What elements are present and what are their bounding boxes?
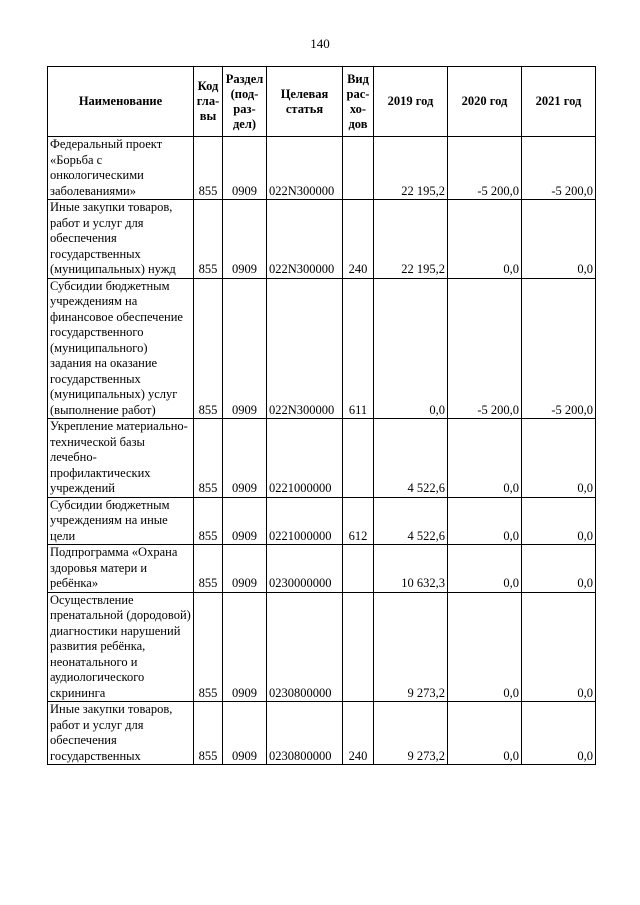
row-expense-type: 240 xyxy=(343,200,374,279)
row-2020: -5 200,0 xyxy=(448,137,522,200)
table-row xyxy=(48,497,596,545)
table-row xyxy=(48,702,596,765)
row-expense-type xyxy=(343,545,374,593)
row-chapter-code: 855 xyxy=(194,278,223,419)
row-chapter-code: 855 xyxy=(194,200,223,279)
row-target-article: 0221000000 xyxy=(267,419,343,498)
row-expense-type xyxy=(343,137,374,200)
row-chapter-code: 855 xyxy=(194,545,223,593)
row-2020: 0,0 xyxy=(448,702,522,765)
table-row xyxy=(48,200,596,279)
budget-table xyxy=(47,66,596,765)
row-section: 0909 xyxy=(223,200,267,279)
header-section: Раздел (под- раз- дел) xyxy=(223,67,267,137)
row-chapter-code: 855 xyxy=(194,497,223,545)
row-expense-type: 612 xyxy=(343,497,374,545)
row-2019: 4 522,6 xyxy=(374,419,448,498)
row-2019: 9 273,2 xyxy=(374,702,448,765)
header-expense-type: Вид рас- хо- дов xyxy=(343,67,374,137)
row-2019: 22 195,2 xyxy=(374,200,448,279)
row-name: Осуществление пренатальной (дородовой) диагностики нарушений развития ребёнка, неонатального и аудиологического скрининга xyxy=(48,592,194,702)
row-target-article: 022N300000 xyxy=(267,278,343,419)
row-target-article: 0230800000 xyxy=(267,702,343,765)
row-section: 0909 xyxy=(223,278,267,419)
row-expense-type: 240 xyxy=(343,702,374,765)
row-2019: 0,0 xyxy=(374,278,448,419)
row-name: Федеральный проект «Борьба с онкологическими заболеваниями» xyxy=(48,137,194,200)
row-target-article: 022N300000 xyxy=(267,200,343,279)
header-name: Наименование xyxy=(48,67,194,137)
row-name: Иные закупки товаров, работ и услуг для обеспечения государственных (муниципальных) нужд xyxy=(48,200,194,279)
row-2019: 9 273,2 xyxy=(374,592,448,702)
row-chapter-code: 855 xyxy=(194,419,223,498)
row-section: 0909 xyxy=(223,545,267,593)
row-name: Субсидии бюджетным учреждениям на иные цели xyxy=(48,497,194,545)
row-chapter-code: 855 xyxy=(194,592,223,702)
row-section: 0909 xyxy=(223,702,267,765)
row-target-article: 0230000000 xyxy=(267,545,343,593)
row-2020: 0,0 xyxy=(448,200,522,279)
row-target-article: 0221000000 xyxy=(267,497,343,545)
row-chapter-code: 855 xyxy=(194,702,223,765)
row-section: 0909 xyxy=(223,137,267,200)
row-2021: 0,0 xyxy=(522,545,596,593)
row-2020: -5 200,0 xyxy=(448,278,522,419)
row-2021: 0,0 xyxy=(522,419,596,498)
table-row xyxy=(48,419,596,498)
header-2021: 2021 год xyxy=(522,67,596,137)
row-2021: -5 200,0 xyxy=(522,278,596,419)
header-2019: 2019 год xyxy=(374,67,448,137)
row-2021: 0,0 xyxy=(522,702,596,765)
header-2020: 2020 год xyxy=(448,67,522,137)
row-2020: 0,0 xyxy=(448,419,522,498)
row-expense-type xyxy=(343,592,374,702)
row-target-article: 022N300000 xyxy=(267,137,343,200)
table-row xyxy=(48,592,596,702)
header-chapter-code: Код гла- вы xyxy=(194,67,223,137)
row-section: 0909 xyxy=(223,592,267,702)
row-2020: 0,0 xyxy=(448,545,522,593)
row-expense-type: 611 xyxy=(343,278,374,419)
row-name: Укрепление материально-технической базы лечебно-профилактических учреждений xyxy=(48,419,194,498)
row-2021: 0,0 xyxy=(522,200,596,279)
row-target-article: 0230800000 xyxy=(267,592,343,702)
row-2020: 0,0 xyxy=(448,592,522,702)
table-row xyxy=(48,545,596,593)
header-target-article: Целевая статья xyxy=(267,67,343,137)
table-row xyxy=(48,137,596,200)
row-chapter-code: 855 xyxy=(194,137,223,200)
row-section: 0909 xyxy=(223,419,267,498)
row-2019: 22 195,2 xyxy=(374,137,448,200)
row-name: Иные закупки товаров, работ и услуг для обеспечения государственных xyxy=(48,702,194,765)
row-2020: 0,0 xyxy=(448,497,522,545)
row-2021: -5 200,0 xyxy=(522,137,596,200)
row-name: Субсидии бюджетным учреждениям на финансовое обеспечение государственного (муниципального) задания на оказание государственных (муниципальных) услуг (выполнение работ) xyxy=(48,278,194,419)
table-row xyxy=(48,278,596,419)
row-expense-type xyxy=(343,419,374,498)
row-name: Подпрограмма «Охрана здоровья матери и ребёнка» xyxy=(48,545,194,593)
row-2021: 0,0 xyxy=(522,592,596,702)
row-section: 0909 xyxy=(223,497,267,545)
row-2019: 4 522,6 xyxy=(374,497,448,545)
row-2021: 0,0 xyxy=(522,497,596,545)
table-header-row xyxy=(48,67,596,137)
row-2019: 10 632,3 xyxy=(374,545,448,593)
page-number: 140 xyxy=(310,36,330,51)
